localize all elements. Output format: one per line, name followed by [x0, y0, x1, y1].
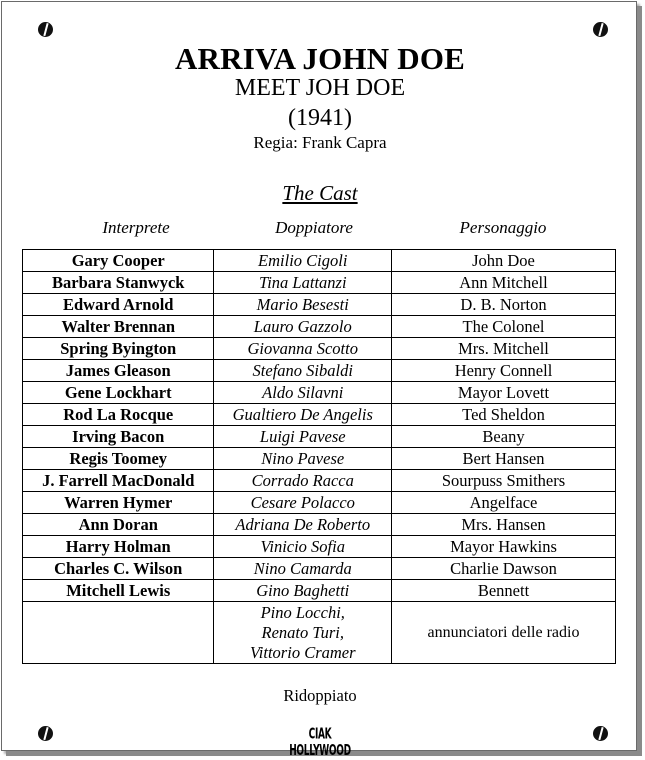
actor-cell: Ann Doran	[23, 514, 214, 536]
redub-note: Ridoppiato	[283, 686, 357, 705]
voice-actor-cell: Tina Lattanzi	[214, 272, 392, 294]
table-row	[23, 294, 616, 316]
character-cell: Mayor Hawkins	[392, 536, 616, 558]
voice-actor-line: Vittorio Cramer	[249, 642, 356, 662]
voice-actor-cell: Stefano Sibaldi	[214, 360, 392, 382]
actor-cell: Irving Bacon	[23, 426, 214, 448]
cast-table	[22, 249, 616, 664]
character-cell: Ann Mitchell	[392, 272, 616, 294]
character-cell: Henry Connell	[392, 360, 616, 382]
actor-cell: Charles C. Wilson	[23, 558, 214, 580]
actor-cell: Gene Lockhart	[23, 382, 214, 404]
table-row	[23, 316, 616, 338]
film-title: ARRIVA JOHN DOE	[174, 41, 466, 76]
original-title: MEET JOH DOE	[234, 75, 406, 101]
actor-cell: Mitchell Lewis	[23, 580, 214, 602]
table-row	[23, 426, 616, 448]
character-cell: Ted Sheldon	[392, 404, 616, 426]
voice-actor-cell: Corrado Racca	[214, 470, 392, 492]
actor-cell: Warren Hymer	[23, 492, 214, 514]
screw-icon-bottom-right	[593, 726, 608, 741]
character-cell: Charlie Dawson	[392, 558, 616, 580]
character-cell: Bert Hansen	[392, 448, 616, 470]
table-row-radio-announcers	[23, 602, 616, 664]
actor-cell: Walter Brennan	[23, 316, 214, 338]
actor-cell: Regis Toomey	[23, 448, 214, 470]
voice-actor-cell: Emilio Cigoli	[214, 250, 392, 272]
voice-actor-cell-multi	[214, 602, 392, 664]
table-row	[23, 470, 616, 492]
table-row	[23, 338, 616, 360]
actor-cell: Rod La Rocque	[23, 404, 214, 426]
voice-actor-cell: Aldo Silavni	[214, 382, 392, 404]
table-row	[23, 272, 616, 294]
table-row	[23, 250, 616, 272]
actor-cell: Barbara Stanwyck	[23, 272, 214, 294]
table-row	[23, 514, 616, 536]
table-row	[23, 558, 616, 580]
actor-cell: Spring Byington	[23, 338, 214, 360]
voice-actor-cell: Gino Baghetti	[214, 580, 392, 602]
character-cell: Mrs. Hansen	[392, 514, 616, 536]
table-row	[23, 492, 616, 514]
actor-cell: James Gleason	[23, 360, 214, 382]
voice-actor-cell: Nino Camarda	[214, 558, 392, 580]
cast-plaque	[1, 1, 637, 760]
table-row	[23, 360, 616, 382]
table-row	[23, 382, 616, 404]
character-cell: D. B. Norton	[392, 294, 616, 316]
table-row	[23, 580, 616, 602]
voice-actor-cell: Giovanna Scotto	[214, 338, 392, 360]
voice-actor-cell: Gualtiero De Angelis	[214, 404, 392, 426]
voice-actor-cell: Vinicio Sofia	[214, 536, 392, 558]
screw-icon-top-left	[38, 22, 53, 37]
column-header-voice-actor: Doppiatore	[275, 218, 353, 237]
character-cell: Mayor Lovett	[392, 382, 616, 404]
character-cell: The Colonel	[392, 316, 616, 338]
actor-cell: J. Farrell MacDonald	[23, 470, 214, 492]
actor-cell-empty	[23, 602, 214, 664]
table-row	[23, 404, 616, 426]
character-cell: Mrs. Mitchell	[392, 338, 616, 360]
voice-actor-cell: Mario Besesti	[214, 294, 392, 316]
table-row	[23, 448, 616, 470]
character-cell: Sourpuss Smithers	[392, 470, 616, 492]
column-header-actor: Interprete	[102, 218, 170, 237]
character-cell: annunciatori delle radio	[392, 602, 616, 664]
voice-actor-cell: Cesare Polacco	[214, 492, 392, 514]
voice-actor-cell: Adriana De Roberto	[214, 514, 392, 536]
voice-actor-line: Renato Turi,	[261, 622, 344, 642]
column-header-character: Personaggio	[459, 218, 547, 237]
ciak-hollywood-logo: CIAK HOLLYWOOD	[289, 726, 351, 760]
release-year: (1941)	[288, 105, 352, 131]
character-cell: John Doe	[392, 250, 616, 272]
table-row	[23, 536, 616, 558]
character-cell: Bennett	[392, 580, 616, 602]
voice-actor-cell: Nino Pavese	[214, 448, 392, 470]
screw-icon-bottom-left	[38, 726, 53, 741]
actor-cell: Edward Arnold	[23, 294, 214, 316]
actor-cell: Harry Holman	[23, 536, 214, 558]
voice-actor-cell: Luigi Pavese	[214, 426, 392, 448]
screw-icon-top-right	[593, 22, 608, 37]
character-cell: Beany	[392, 426, 616, 448]
actor-cell: Gary Cooper	[23, 250, 214, 272]
voice-actor-line: Pino Locchi,	[260, 602, 345, 622]
director-credit: Regia: Frank Capra	[253, 133, 387, 152]
voice-actor-cell: Lauro Gazzolo	[214, 316, 392, 338]
character-cell: Angelface	[392, 492, 616, 514]
cast-heading: The Cast	[282, 181, 358, 205]
